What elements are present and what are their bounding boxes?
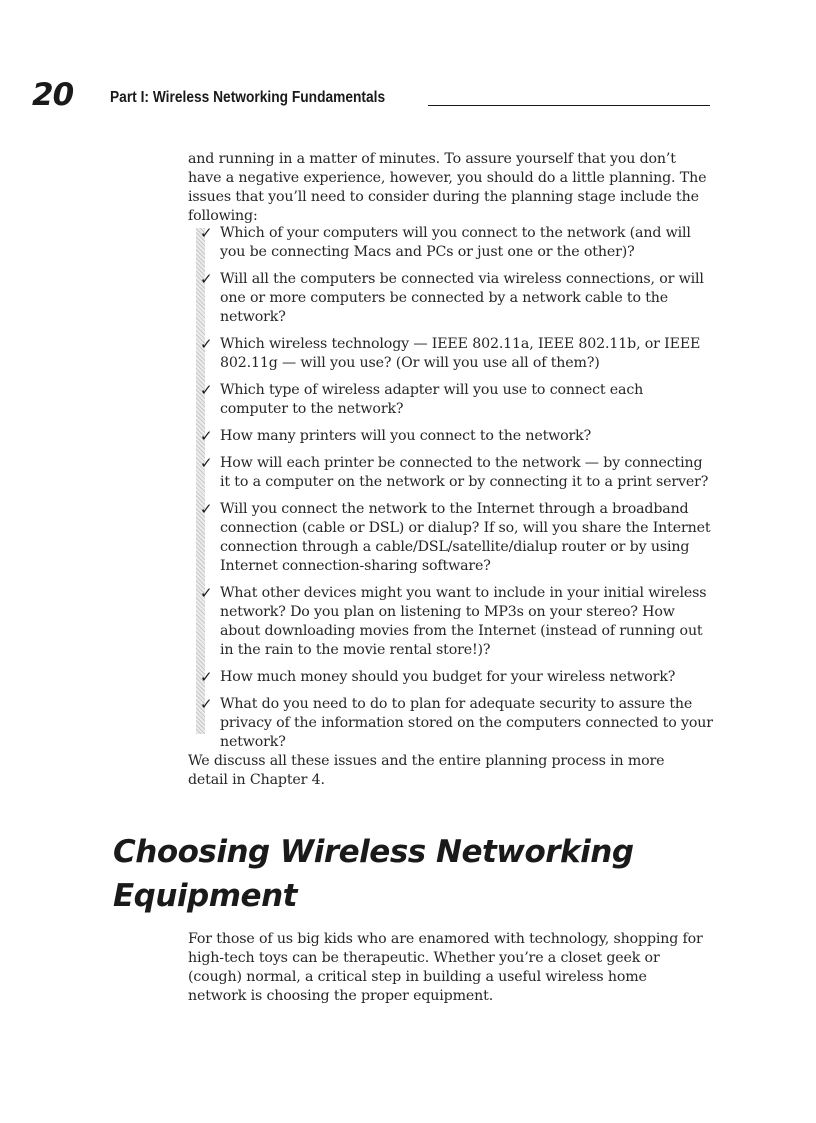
check-mark-icon: ✓ [200, 695, 213, 713]
check-mark-icon: ✓ [200, 427, 213, 445]
page-header [30, 78, 710, 112]
list-item: ✓ Which type of wireless adapter will you use to connect each computer to the network? [200, 381, 644, 417]
check-mark-icon: ✓ [200, 335, 213, 353]
check-mark-icon: ✓ [200, 454, 213, 472]
checklist-sidebar-bar [196, 228, 205, 734]
check-mark-icon: ✓ [200, 584, 213, 602]
check-mark-icon: ✓ [200, 224, 213, 242]
intro-paragraph: and running in a matter of minutes. To assure yourself that you don’t have a negative experience, however, you should do a little planning. The issues that you’ll need to consider during the planning stage include the following: [188, 151, 707, 224]
list-item: ✓ Will all the computers be connected via wireless connections, or will one or more computers be connected by a network cable to the network? [200, 270, 704, 325]
check-mark-icon: ✓ [200, 668, 213, 686]
check-mark-icon: ✓ [200, 500, 213, 518]
list-item: ✓ Which of your computers will you connect to the network (and will you be connecting Macs and PCs or just one or the other)? [200, 224, 691, 260]
check-mark-icon: ✓ [200, 381, 213, 399]
list-item: ✓ What other devices might you want to include in your initial wireless network? Do you plan on listening to MP3s on your stereo? How about downloading movies from the Internet (instead of running out in the rain to the movie rental store!)? [200, 584, 707, 658]
planning-checklist [188, 224, 713, 760]
page-number: 20 [32, 77, 74, 113]
list-item: ✓ What do you need to do to plan for adequate security to assure the privacy of the information stored on the computers connected to your network? [200, 695, 713, 750]
running-head: Part I: Wireless Networking Fundamentals [110, 89, 386, 106]
check-mark-icon: ✓ [200, 270, 213, 288]
list-item: ✓ How many printers will you connect to the network? [200, 427, 592, 445]
outro-paragraph: We discuss all these issues and the entire planning process in more detail in Chapter 4. [188, 753, 665, 788]
list-item: ✓ Which wireless technology — IEEE 802.11a, IEEE 802.11b, or IEEE 802.11g — will you use? (Or will you use all of them?) [200, 335, 701, 371]
header-rule [428, 105, 710, 106]
section-heading: Choosing Wireless Networking Equipment [113, 834, 634, 914]
list-item: ✓ Will you connect the network to the Internet through a broadband connection (cable or DSL) or dialup? If so, will you share the Internet connection through a cable/DSL/satellite/dialup router or by using Internet connection-sharing software? [200, 500, 711, 574]
list-item: ✓ How will each printer be connected to the network — by connecting it to a computer on the network or by connecting it to a print server? [200, 454, 709, 490]
section-paragraph: For those of us big kids who are enamored with technology, shopping for high-tech toys can be therapeutic. Whether you’re a closet geek or (cough) normal, a critical step in building a useful wireless home network is choosing the proper equipment. [188, 931, 703, 1004]
list-item: ✓ How much money should you budget for your wireless network? [200, 668, 676, 686]
